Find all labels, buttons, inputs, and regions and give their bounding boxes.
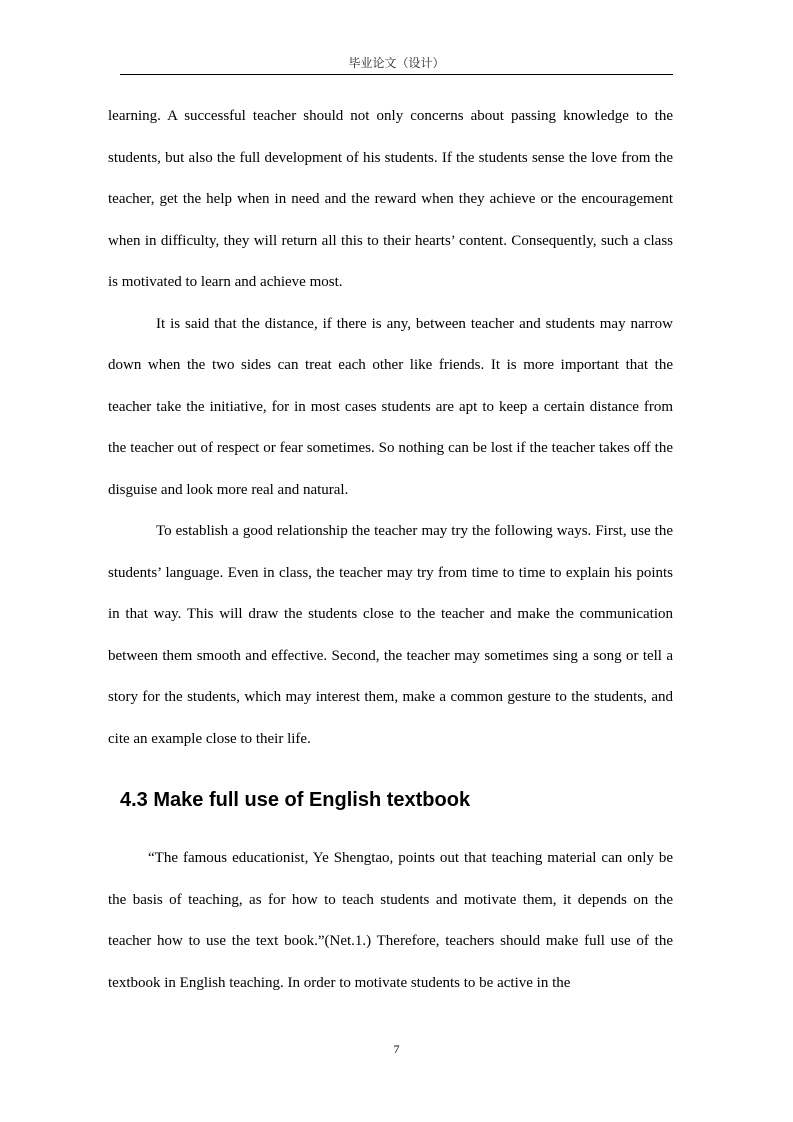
body-text-top: [108, 96, 673, 760]
page-number: 7: [393, 1042, 400, 1056]
paragraph-4: “The famous educationist, Ye Shengtao, points out that teaching material can only be the basis of teaching, as for how to teach students and motivate them, it depends on the teacher how to use the text book.”(Net.1.) Therefore, teachers should make full use of the textbook in English teaching. In order to motivate students to be active in the: [108, 850, 673, 991]
paragraph-2: It is said that the distance, if there is any, between teacher and students may narrow down when the two sides can treat each other like friends. It is more important that the teacher take the initiative, for in most cases students are apt to keep a certain distance from the teacher out of respect or fear sometimes. So nothing can be lost if the teacher takes off the disguise and look more real and natural.: [108, 315, 673, 498]
body-text-bottom: [108, 838, 673, 1004]
paragraph-1: learning. A successful teacher should not only concerns about passing knowledge to the students, but also the full development of his students. If the students sense the love from the teacher, get the help when in need and the reward when they achieve or the encouragement when in difficulty, they will return all this to their hearts’ content. Consequently, such a class is motivated to learn and achieve most.: [108, 108, 673, 290]
header-title: 毕业论文（设计）: [348, 56, 445, 70]
paragraph-3: To establish a good relationship the teacher may try the following ways. First, use the students’ language. Even in class, the teacher may try from time to time to explain his points in that way. This will draw the students close to the teacher and make the communication between them smooth and effective. Second, the teacher may sometimes sing a song or tell a story for the students, which may interest them, make a common gesture to the students, and cite an example close to their life.: [108, 523, 673, 747]
page-header: [120, 54, 673, 75]
section-heading: 4.3 Make full use of English textbook: [120, 789, 471, 811]
